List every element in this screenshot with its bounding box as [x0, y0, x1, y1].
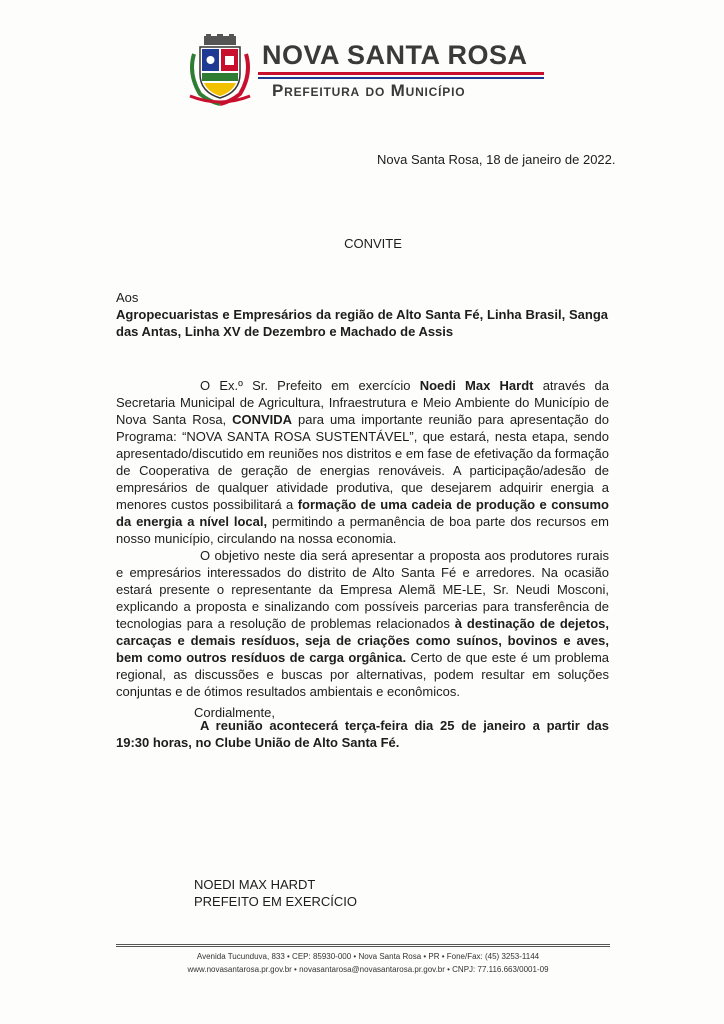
footer-address: Avenida Tucunduva, 833 • CEP: 85930-000 • Nova Santa Rosa • PR • Fone/Fax: (45) 3253-1144	[196, 952, 540, 961]
text-segment: à destinação de dejetos, carcaças e demais resíduos, seja de criações como suínos, bovinos e aves, bem como outros resíduos de carga orgânica.	[116, 616, 609, 665]
footer-rule-2	[116, 946, 610, 947]
text-segment: A reunião acontecerá terça-feira dia 25 de janeiro a partir das 19:30 horas, no Clube União de Alto Santa Fé.	[116, 718, 609, 750]
document-title: CONVITE	[344, 236, 402, 251]
recipients: Agropecuaristas e Empresários da região de Alto Santa Fé, Linha Brasil, Sanga das Antas, Linha XV de Dezembro e Machado de Assis	[116, 307, 608, 339]
text-segment: para uma importante reunião para apresentação do Programa: “NOVA SANTA ROSA SUSTENTÁVEL”, que estará, nesta etapa, sendo apresentado/discutido em reuniões nos distritos e em fase de efetivação da formação de Cooperativa de geração de energias renováveis. A participação/adesão de empresários de qualquer atividade produtiva, que desejarem adquirir energia a menores custos possibilitará a	[116, 412, 609, 512]
paragraph-3	[116, 717, 609, 751]
footer-rule	[116, 944, 610, 945]
text-segment: através da Secretaria Municipal de Agricultura, Infraestrutura e Meio Ambiente do Município de Nova Santa Rosa,	[116, 378, 609, 427]
text-segment: O Ex.º Sr. Prefeito em exercício	[200, 378, 420, 393]
header-red-rule	[258, 72, 544, 75]
header-blue-rule	[258, 77, 544, 79]
text-segment: permitindo a permanência de boa parte dos recursos em nosso município, circulando na nossa economia.	[116, 514, 609, 546]
text-segment: CONVIDA	[232, 412, 293, 427]
addressee-block	[116, 289, 608, 340]
text-segment: O objetivo neste dia será apresentar a proposta aos produtores rurais e empresários interessados do distrito de Alto Santa Fé e arredores. Na ocasião estará presente o representante da Empresa Alemã ME-LE, Sr. Neudi Mosconi, explicando a proposta e sinalizando com possíveis parcerias para transferência de tecnologias para a resolução de problemas relacionados	[116, 548, 609, 631]
text-segment: Certo de que este é um problema regional, as discussões e buscas por alternativas, podem resultar em soluções conjuntas e de ótimos resultados ambientais e econômicos.	[116, 650, 609, 699]
date-line: Nova Santa Rosa, 18 de janeiro de 2022.	[377, 152, 616, 167]
signer-role: PREFEITO EM EXERCÍCIO	[194, 894, 358, 909]
salutation: Aos	[116, 290, 139, 305]
signer-name: NOEDI MAX HARDT	[194, 877, 316, 892]
text-segment: formação de uma cadeia de produção e consumo da energia a nível local,	[116, 497, 609, 529]
text-segment: Noedi Max Hardt	[419, 378, 534, 393]
footer-web: www.novasantarosa.pr.gov.br • novasantarosa@novasantarosa.pr.gov.br • CNPJ: 77.116.663/0001-09	[187, 965, 549, 974]
footer	[0, 950, 724, 976]
letter-body	[116, 377, 609, 751]
signature-block	[194, 876, 357, 910]
organization-name: NOVA SANTA ROSA	[262, 40, 528, 70]
paragraph-1	[116, 377, 609, 547]
coat-of-arms-icon	[186, 34, 254, 106]
closing: Cordialmente,	[194, 705, 275, 720]
organization-subtitle: Prefeitura do Município	[272, 81, 466, 100]
paragraph-2	[116, 547, 609, 700]
